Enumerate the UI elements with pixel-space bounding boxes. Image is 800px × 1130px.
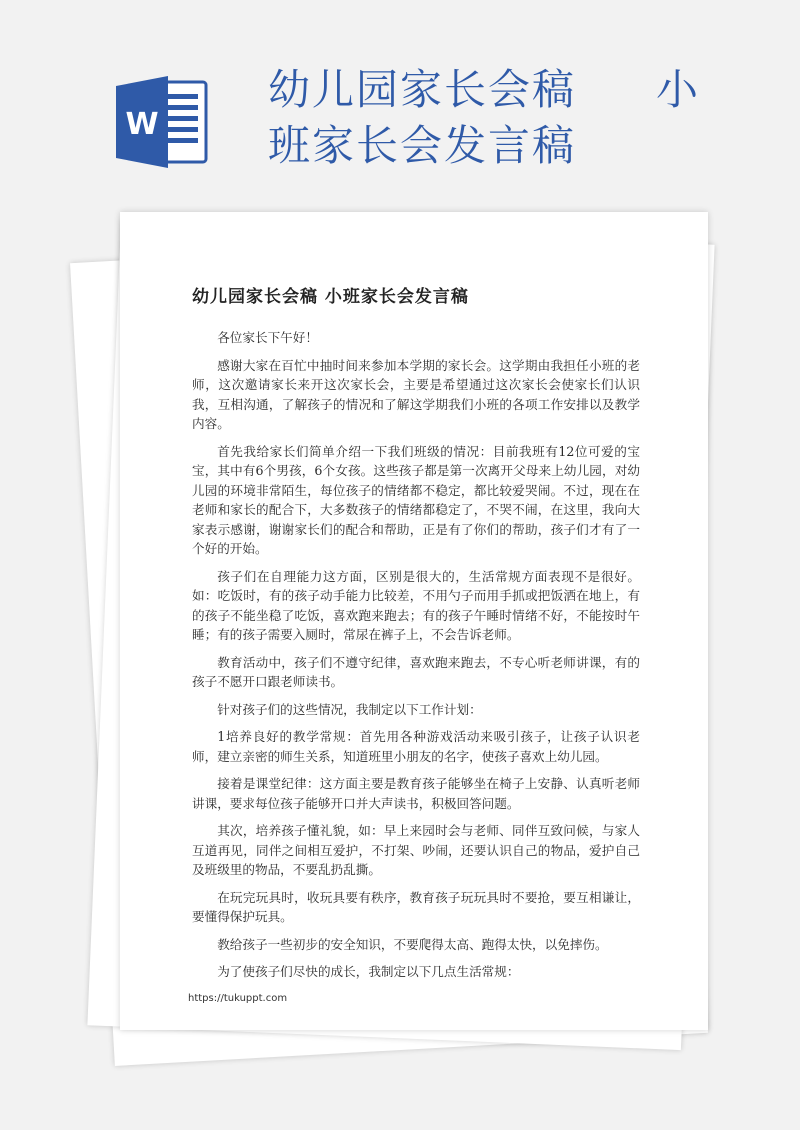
paragraph: 在玩完玩具时，收玩具要有秩序，教育孩子玩玩具时不要抢，要互相谦让，要懂得保护玩具。 (192, 889, 640, 924)
document-body (192, 328, 640, 990)
header (0, 0, 800, 210)
paragraph: 首先我给家长们简单介绍一下我们班级的情况：目前我班有12位可爱的宝宝，其中有6个男孩，6个女孩。这些孩子都是第一次离开父母来上幼儿园，对幼儿园的环境非常陌生，每位孩子的情绪都不稳定，都比较爱哭闹。不过，现在在老师和家长的配合下，大多数孩子的情绪都稳定了，不哭不闹，在这里，我向大家表示感谢，谢谢家长们的配合和帮助，正是有了你们的帮助，孩子们才有了一个好的开始。 (192, 443, 640, 556)
paragraph: 各位家长下午好！ (217, 330, 318, 345)
word-logo-letter: W (125, 107, 159, 142)
paragraph: 1培养良好的教学常规：首先用各种游戏活动来吸引孩子，让孩子认识老师，建立亲密的师生关系，知道班里小朋友的名字，使孩子喜欢上幼儿园。 (192, 729, 640, 764)
document-title: 幼儿园家长会稿 小班家长会发言稿 (192, 287, 469, 307)
title-line1a: 幼儿园家长会稿 (268, 65, 577, 114)
footer-url: https://tukuppt.com (188, 993, 288, 1004)
title-line1b: 小 (656, 65, 701, 114)
paragraph: 针对孩子们的这些情况，我制定以下工作计划： (217, 701, 482, 717)
paragraph: 孩子们在自理能力这方面，区别是很大的，生活常规方面表现不是很好。如：吃饭时，有的孩子动手能力比较差，不用勺子而用手抓或把饭洒在地上，有的孩子不能坐稳了吃饭，喜欢跑来跑去；有的孩子午睡时情绪不好，不能按时午睡；有的孩子需要入厕时，常尿在裤子上，不会告诉老师。 (192, 568, 640, 642)
paragraph: 感谢大家在百忙中抽时间来参加本学期的家长会。这学期由我担任小班的老师，这次邀请家长来开这次家长会，主要是希望通过这次家长会使家长们认识我，互相沟通，了解孩子的情况和了解这学期我们小班的各项工作安排以及教学内容。 (192, 357, 640, 431)
document-page (120, 212, 708, 1030)
word-document-icon (112, 72, 212, 172)
paragraph: 为了使孩子们尽快的成长，我制定以下几点生活常规： (217, 964, 520, 979)
page-title (268, 62, 708, 174)
paragraph: 接着是课堂纪律：这方面主要是教育孩子能够坐在椅子上安静、认真听老师讲课，要求每位孩子能够开口并大声读书，积极回答问题。 (192, 776, 640, 811)
title-line2: 班家长会发言稿 (268, 121, 577, 170)
paragraph: 教给孩子一些初步的安全知识，不要爬得太高、跑得太快，以免摔伤。 (217, 936, 608, 952)
paragraph: 教育活动中，孩子们不遵守纪律，喜欢跑来跑去，不专心听老师讲课，有的孩子不愿开口跟老师读书。 (192, 654, 640, 689)
paragraph: 其次，培养孩子懂礼貌，如：早上来园时会与老师、同伴互致问候，与家人互道再见，同伴之间相互爱护，不打架、吵闹，还要认识自己的物品，爱护自己及班级里的物品，不要乱扔乱撕。 (192, 823, 640, 877)
